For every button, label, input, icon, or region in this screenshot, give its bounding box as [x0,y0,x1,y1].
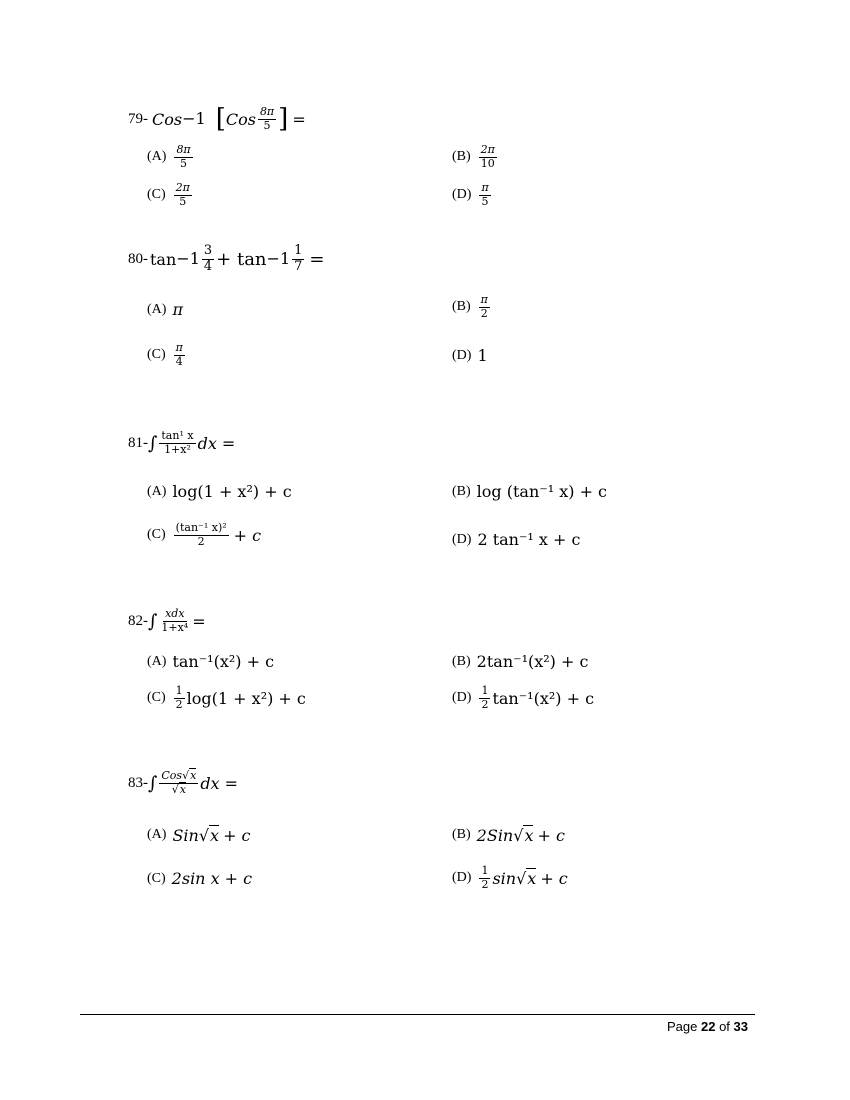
fraction [479,182,490,208]
numerator: tan¹ x [161,429,194,442]
option-a[interactable] [147,144,195,170]
fraction [174,342,185,368]
numerator: π [481,181,489,194]
option-d[interactable] [452,182,493,208]
denominator: 5 [263,118,271,132]
numerator-text: Cos [161,769,183,782]
radicand: x [190,769,197,782]
option-c[interactable] [147,685,306,711]
integral-sign: ∫ [148,772,158,794]
option-a[interactable] [147,482,292,501]
numerator: Cos√x [161,769,197,782]
option-value: 1 [477,346,488,365]
numerator: 2π [175,181,190,194]
fraction [159,770,198,796]
page-counter [667,1019,748,1034]
option-label: (C) [147,347,166,363]
option-label: (A) [147,149,167,165]
option-label: (B) [452,483,471,499]
numerator: 8π [259,104,275,118]
option-label: (A) [147,301,167,317]
numerator: 2π [480,143,495,156]
fraction [159,608,190,634]
integral-sign: ∫ [148,610,158,632]
option-d[interactable] [452,530,580,549]
option-value: log (tan⁻¹ x) + c [476,482,608,501]
denominator: 5 [179,194,187,208]
footer-rule [80,1014,755,1015]
numerator: π [175,341,183,354]
fraction [174,685,185,711]
option-c[interactable] [147,182,194,208]
option-a[interactable]: (A) Sin √ x + c [147,825,251,845]
option-c[interactable] [147,869,252,888]
option-label: (B) [452,827,471,842]
denominator: 2 [481,877,489,891]
option-label: (A) [147,653,167,669]
fraction [479,685,490,711]
denominator: 1+x⁴ [161,620,189,634]
option-value: tan⁻¹(x²) + c [172,652,275,671]
option-a[interactable] [147,652,274,671]
question-79-stem: 79- Cos −1 [ Cos $\frac{8\pi}{5}$ ] = [128,104,306,134]
option-label: (C) [147,527,166,543]
numerator: 8π [176,143,191,156]
denominator: 2 [197,534,205,548]
question-number: 83- [128,774,148,791]
fraction [292,244,304,275]
option-value: π [172,300,183,319]
denominator: 2 [175,697,183,711]
option-label: (D) [452,870,472,886]
fraction [174,182,192,208]
page-of: of [719,1019,730,1034]
option-b[interactable] [452,294,492,320]
numerator: (tan⁻¹ x)² [175,521,227,534]
denominator: 2 [480,306,488,320]
equals: = [292,109,306,129]
denominator: 1+x² [164,442,191,456]
numerator: 1 [294,243,303,258]
option-suffix: tan⁻¹(x²) + c [492,688,595,708]
option-value: 2 tan⁻¹ x + c [477,530,581,549]
plus-tan: + tan [216,248,267,270]
function-name: Cos [152,109,183,129]
integral-sign: ∫ [148,432,158,454]
option-label: (D) [452,531,472,547]
denominator: 4 [203,258,213,274]
denominator: 7 [294,258,303,274]
left-bracket: [ [215,104,226,134]
option-label: (A) [147,483,167,499]
option-a[interactable] [147,300,183,319]
question-81-stem [128,430,235,456]
numerator: xdx [165,607,185,620]
fraction [479,865,490,891]
question-82-stem [128,608,206,634]
option-suffix: + c [223,825,251,845]
option-b[interactable]: (B) 2Sin √ x + c [452,825,565,845]
numerator: 3 [203,243,213,258]
option-label: (A) [147,827,167,842]
option-label: (D) [452,187,472,203]
differential: dx = [197,433,236,453]
fraction [479,294,490,320]
option-b[interactable] [452,144,499,170]
radicand: x [210,826,220,845]
fraction [159,430,195,456]
option-label: (B) [452,653,471,669]
total-pages: 33 [733,1019,748,1034]
option-d[interactable]: (D) $\frac{1}{2}$ sin √ x + c [452,864,568,891]
option-suffix: + c [233,525,262,545]
option-value: 2tan⁻¹(x²) + c [476,652,589,671]
option-value: log(1 + x²) + c [172,482,292,501]
function-name: tan [150,249,177,269]
numerator: 1 [175,684,183,697]
fraction [174,144,192,170]
numerator: 1 [481,864,489,877]
option-suffix: log(1 + x²) + c [186,688,306,708]
page-prefix: Page [666,1019,698,1034]
radicand: x [524,826,534,845]
equals: = [309,248,325,270]
denominator: 5 [180,156,188,170]
question-83-stem [128,770,238,796]
denominator: 4 [175,354,183,368]
option-suffix: + c [540,868,568,888]
numerator: π [480,293,488,306]
differential: dx = [200,773,239,793]
equals: = [192,611,206,631]
option-label: (D) [452,690,472,706]
option-label: (C) [147,690,166,706]
right-bracket: ] [278,104,289,134]
current-page: 22 [700,1019,716,1034]
question-number: 79- [128,110,148,127]
denominator: 5 [481,194,489,208]
option-label: (D) [452,347,472,363]
option-value: 2sin x + c [171,869,253,888]
question-number: 82- [128,612,148,629]
denominator: 10 [480,156,495,170]
fraction [202,244,214,275]
fraction [258,106,276,132]
option-label: (C) [147,187,166,203]
option-b[interactable] [452,652,588,671]
option-label: (C) [147,870,166,886]
option-label: (B) [452,149,471,165]
fraction [479,144,497,170]
denominator: 2 [481,697,489,711]
option-b[interactable] [452,482,607,501]
option-prefix: sin [492,868,517,888]
option-label: (B) [452,299,471,315]
question-number: 80- [128,250,148,267]
option-suffix: + c [537,825,565,845]
radicand: x [179,782,186,796]
option-d[interactable] [452,685,594,711]
option-d[interactable] [452,346,488,365]
option-prefix: Sin [172,825,199,845]
denominator: √x [171,782,186,796]
option-c[interactable] [147,342,187,368]
option-prefix: 2Sin [476,825,514,845]
fraction [174,522,229,548]
radicand: x [527,869,537,889]
inner-function: Cos [225,109,256,129]
numerator: 1 [481,684,489,697]
option-c[interactable] [147,522,261,548]
question-80-stem: 80- tan −1 $\frac{3}{4}$ + tan −1 $\frac{1}{7}$ = [128,243,325,274]
question-number: 81- [128,434,148,451]
